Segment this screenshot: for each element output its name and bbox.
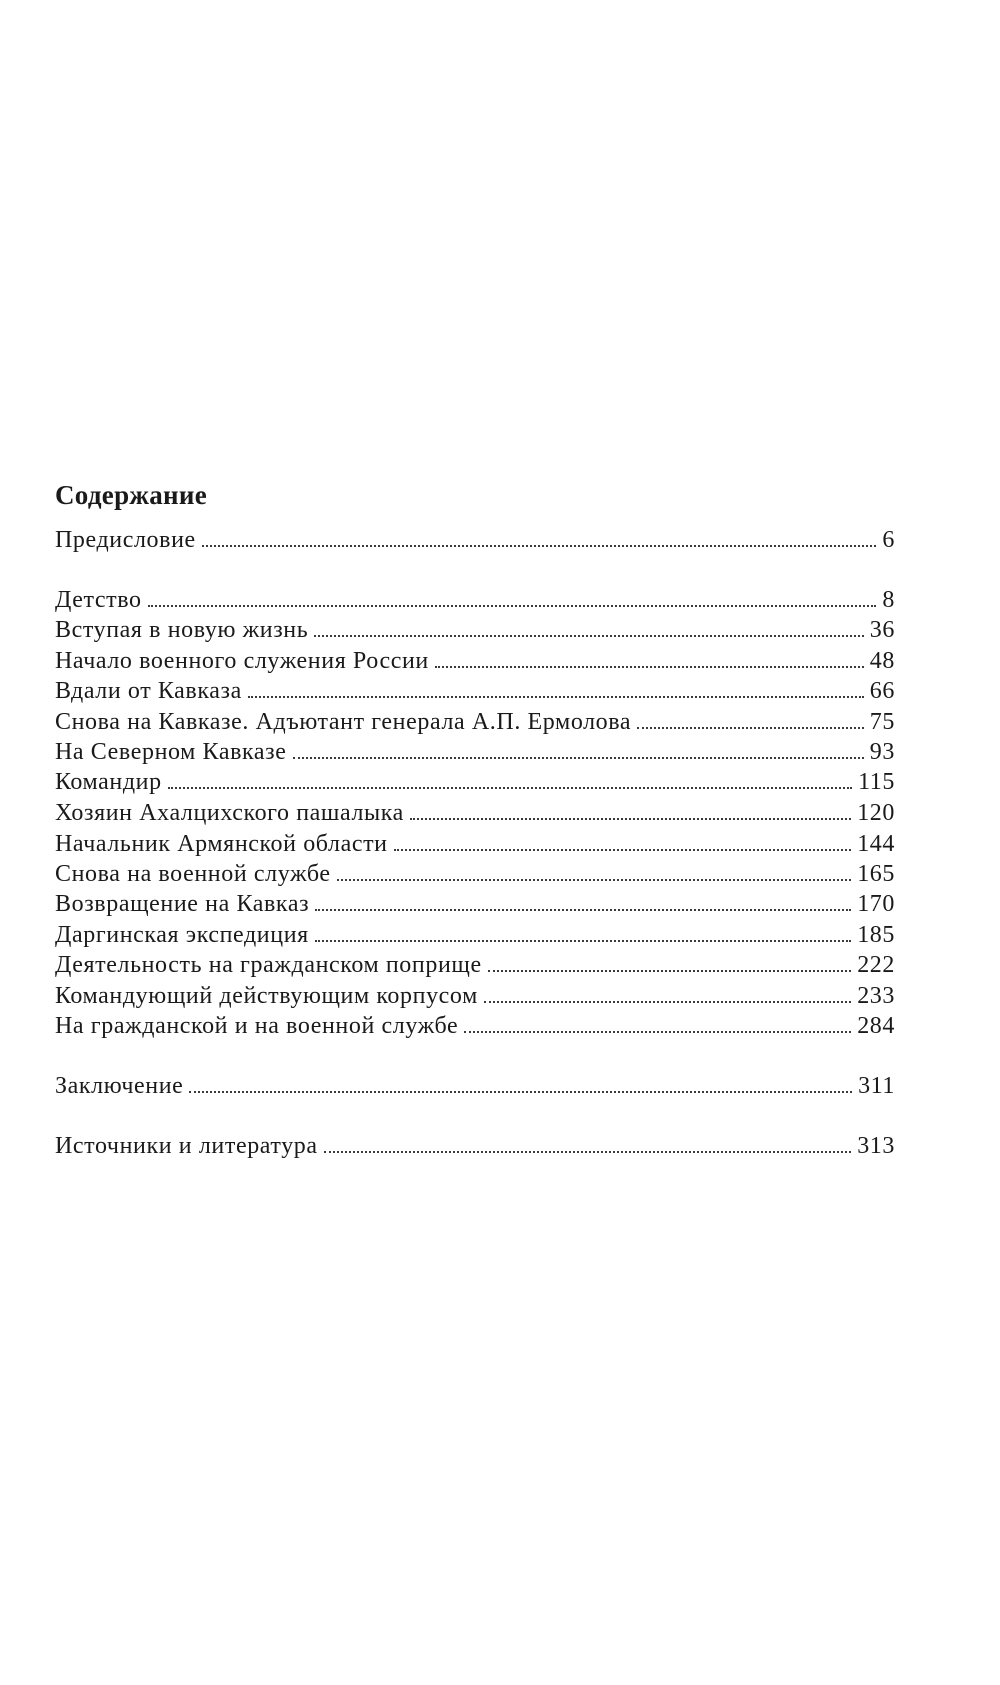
toc-entry-page: 66 — [869, 678, 895, 704]
toc-entry-page: 185 — [857, 922, 895, 948]
toc-entry-page: 115 — [858, 769, 895, 795]
dot-leader — [315, 940, 851, 942]
dot-leader — [189, 1091, 852, 1093]
toc-entry-page: 165 — [857, 861, 895, 887]
toc-entry-conclusion — [55, 1066, 895, 1098]
toc-entry-sources — [55, 1126, 895, 1158]
dot-leader — [315, 909, 851, 911]
dot-leader — [248, 696, 864, 698]
toc-entry — [55, 945, 895, 977]
toc-entry — [55, 824, 895, 856]
toc-entry-page: 36 — [869, 617, 895, 643]
toc-entry-title: Возвращение на Кавказ — [55, 891, 310, 917]
dot-leader — [637, 727, 864, 729]
toc-entry-title: Вступая в новую жизнь — [55, 617, 309, 643]
toc-entry-title: Предисловие — [55, 527, 196, 553]
toc-entry — [55, 610, 895, 642]
toc-entry-title: На Северном Кавказе — [55, 739, 287, 765]
toc-entry-page: 93 — [869, 739, 895, 765]
dot-leader — [435, 666, 864, 668]
dot-leader — [314, 635, 864, 637]
dot-leader — [410, 818, 851, 820]
toc-entry — [55, 732, 895, 764]
toc-entry — [55, 854, 895, 886]
toc-entry-page: 170 — [857, 891, 895, 917]
toc-entry — [55, 580, 895, 612]
toc-entry — [55, 641, 895, 673]
dot-leader — [484, 1001, 851, 1003]
dot-leader — [168, 787, 852, 789]
toc-entry — [55, 762, 895, 794]
toc-entry-page: 8 — [882, 587, 895, 613]
toc-entry-title: Снова на Кавказе. Адъютант генерала А.П. Ермолова — [55, 709, 632, 735]
toc-entry-title: Хозяин Ахалцихского пашалыка — [55, 800, 404, 826]
toc-entry-preface — [55, 520, 895, 552]
toc-entry — [55, 976, 895, 1008]
dot-leader — [337, 879, 852, 881]
dot-leader — [464, 1031, 851, 1033]
dot-leader — [148, 605, 877, 607]
toc-entry-page: 120 — [857, 800, 895, 826]
toc-entry — [55, 793, 895, 825]
toc-entry — [55, 702, 895, 734]
dot-leader — [324, 1151, 852, 1153]
toc-entry-page: 311 — [858, 1073, 895, 1099]
page-title: Содержание — [55, 480, 208, 510]
toc-entry-title: Начальник Армянской области — [55, 831, 388, 857]
toc-entry-page: 6 — [882, 527, 895, 553]
toc-entry-title: Снова на военной службе — [55, 861, 331, 887]
toc-entry-page: 48 — [869, 648, 895, 674]
toc-entry-page: 313 — [857, 1133, 895, 1159]
toc-entry-title: Деятельность на гражданском поприще — [55, 952, 482, 978]
dot-leader — [394, 849, 852, 851]
toc-entry — [55, 671, 895, 703]
toc-entry — [55, 1006, 895, 1038]
toc-entry-title: Командир — [55, 769, 162, 795]
toc-entry-title: Источники и литература — [55, 1133, 318, 1159]
dot-leader — [488, 970, 851, 972]
toc-entry-title: Начало военного служения России — [55, 648, 429, 674]
toc-entry-page: 233 — [857, 983, 895, 1009]
toc-entry-title: Даргинская экспедиция — [55, 922, 309, 948]
toc-entry-page: 284 — [857, 1013, 895, 1039]
toc-entry-page: 75 — [869, 709, 895, 735]
dot-leader — [293, 757, 864, 759]
toc-entry — [55, 884, 895, 916]
toc-entry-page: 144 — [857, 831, 895, 857]
toc-entry — [55, 915, 895, 947]
toc-entry-title: Вдали от Кавказа — [55, 678, 242, 704]
toc-entry-title: Детство — [55, 587, 142, 613]
toc-entry-title: На гражданской и на военной службе — [55, 1013, 459, 1039]
toc-entry-title: Заключение — [55, 1073, 184, 1099]
toc-entry-title: Командующий действующим корпусом — [55, 983, 478, 1009]
dot-leader — [202, 545, 877, 547]
toc-entry-page: 222 — [857, 952, 895, 978]
